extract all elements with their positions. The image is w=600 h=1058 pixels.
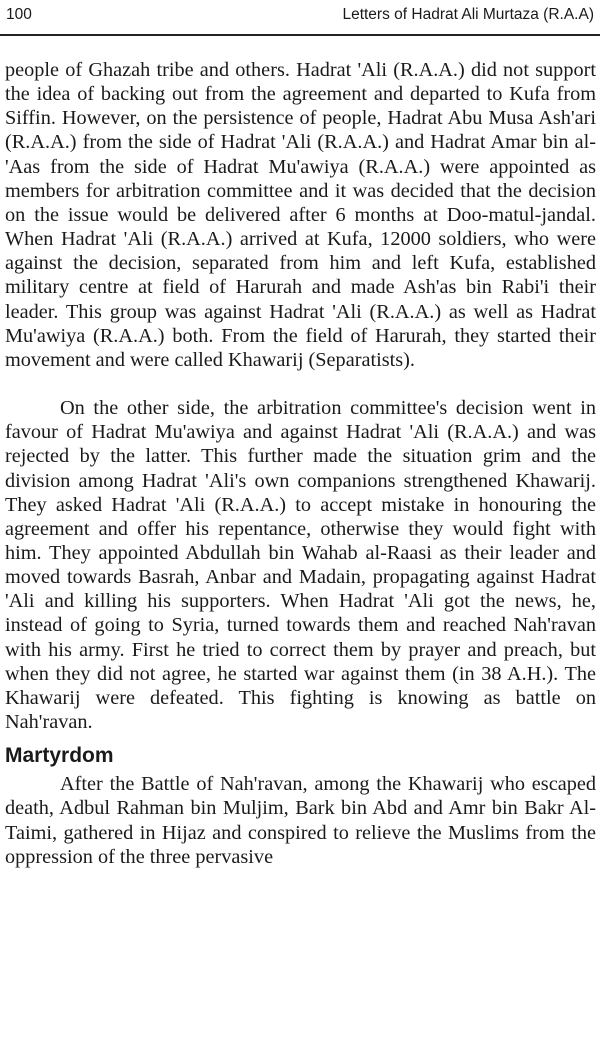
paragraph-martyrdom: After the Battle of Nah'ravan, among the Khawarij who escaped death, Adbul Rahman bin Muljim, Bark bin Abd and Amr bin Bakr Al-Taimi, gathered in Hijaz and conspired to relieve the Muslims from the oppression of the three pervasive [5, 773, 596, 868]
header-rule [0, 34, 600, 36]
book-title: Letters of Hadrat Ali Murtaza (R.A.A) [342, 6, 594, 23]
body-text [5, 58, 596, 869]
paragraph-continued: people of Ghazah tribe and others. Hadrat 'Ali (R.A.A.) did not support the idea of backing out from the agreement and departed to Kufa from Siffin. However, on the persistence of people, Hadrat Abu Musa Ash'ari (R.A.A.) from the side of Hadrat 'Ali (R.A.A.) and Hadrat Amar bin al-'Aas from the side of Hadrat Mu'awiya (R.A.A.) were appointed as members for arbitration committee and it was decided that the decision on the issue would be delivered after 6 months at Doo-matul-jandal. When Hadrat 'Ali (R.A.A.) arrived at Kufa, 12000 soldiers, who were against the decision, separated from him and left Kufa, established military centre at field of Harurah and made Ash'as bin Rabi'i their leader. This group was against Hadrat 'Ali (R.A.A.) as well as Hadrat Mu'awiya (R.A.A.) both. From the field of Harurah, they started their movement and were called Khawarij (Separatists). [5, 59, 596, 371]
running-header [6, 3, 594, 27]
section-heading-martyrdom: Martyrdom [5, 744, 114, 768]
paragraph-arbitration: On the other side, the arbitration committee's decision went in favour of Hadrat Mu'awiya and against Hadrat 'Ali (R.A.A.) and was rejected by the latter. This further made the situation grim and the division among Hadrat 'Ali's own companions strengthened Khawarij. They asked Hadrat 'Ali (R.A.A.) to accept mistake in honouring the agreement and offer his repentance, otherwise they would fight with him. They appointed Abdullah bin Wahab al-Raasi as their leader and moved towards Basrah, Anbar and Madain, propagating against Hadrat 'Ali and killing his supporters. When Hadrat 'Ali got the news, he, instead of going to Syria, turned towards them and reached Nah'ravan with his army. First he tried to correct them by prayer and preach, but when they did not agree, he started war against them (in 38 A.H.). The Khawarij were defeated. This fighting is knowing as battle on Nah'ravan. [5, 397, 596, 734]
page-number: 100 [6, 6, 32, 23]
